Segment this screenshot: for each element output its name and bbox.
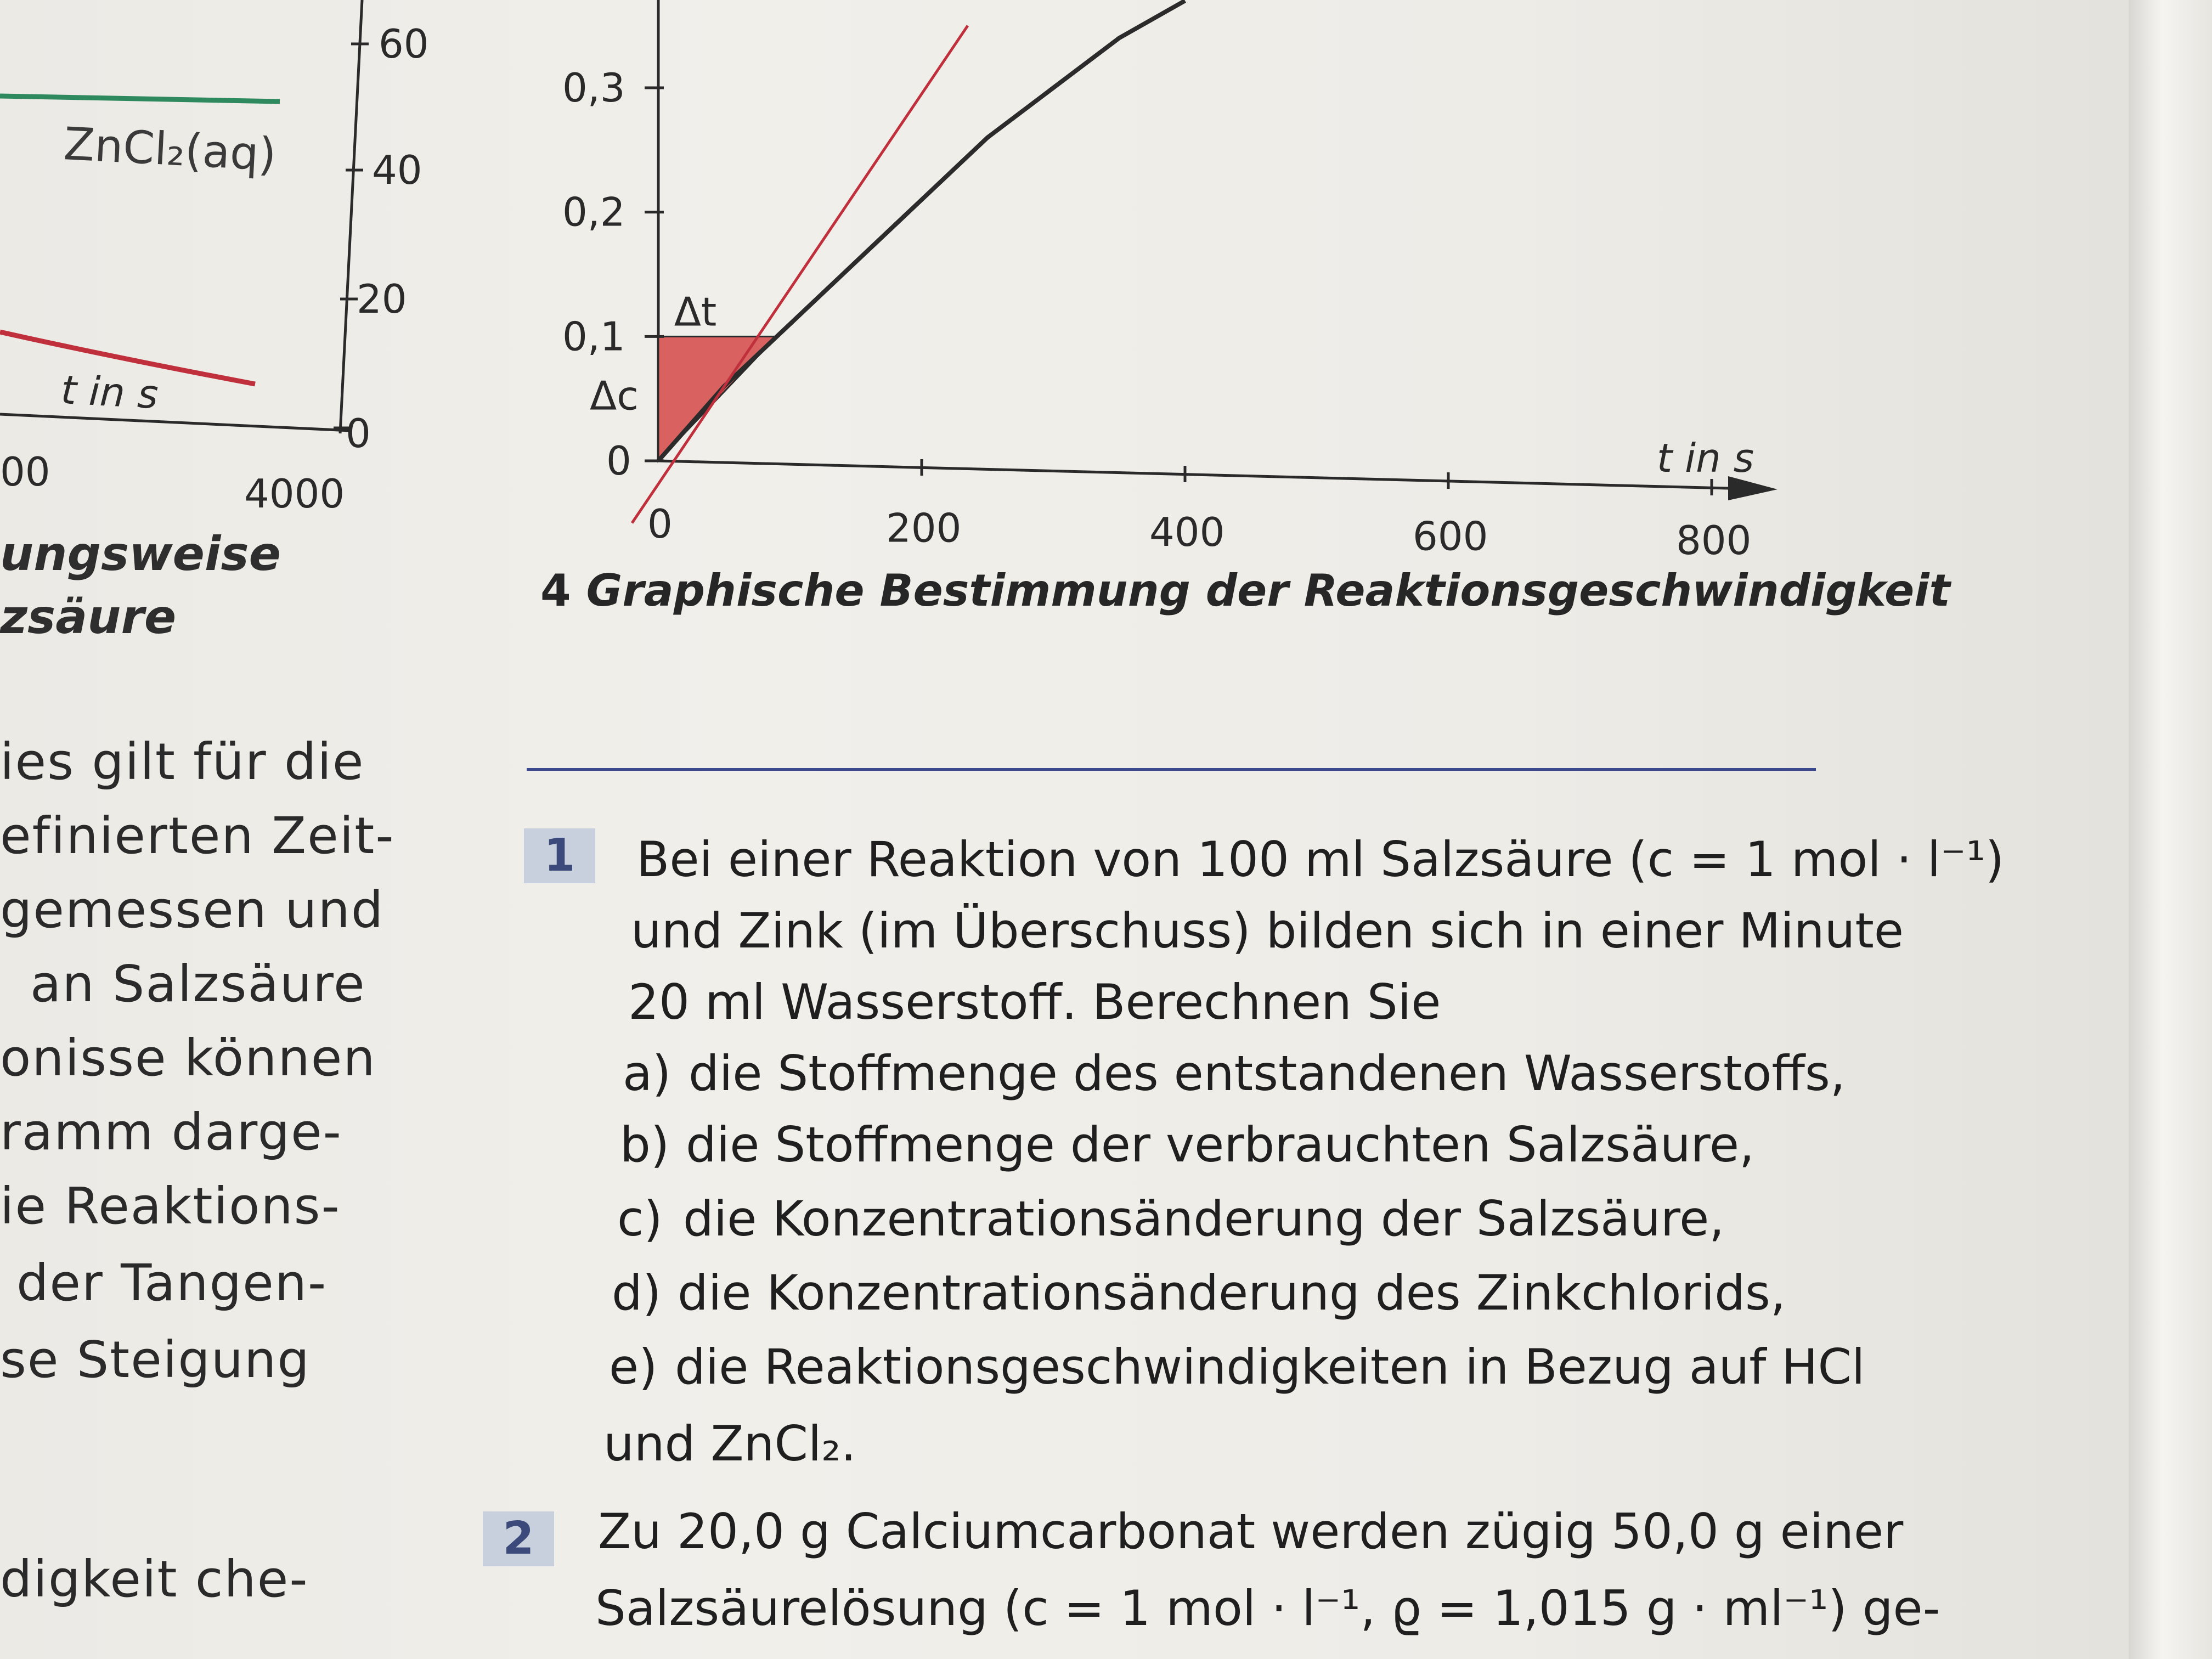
x-axis-title: t in s bbox=[1657, 435, 1754, 481]
task-item-text: die Konzentrationsänderung der Salzsäure, bbox=[683, 1190, 1725, 1247]
task-item bbox=[612, 1265, 1786, 1321]
task-text-line: Salzsäurelösung (c = 1 mol · l⁻¹, ϱ = 1,015 g · ml⁻¹) ge- bbox=[595, 1580, 1940, 1637]
main-chart-x-axis bbox=[658, 461, 1728, 488]
tangent-line bbox=[632, 26, 968, 523]
task-item-text: die Stoffmenge der verbrauchten Salzsäure, bbox=[686, 1116, 1755, 1173]
left-y-tick-label: 0 bbox=[346, 410, 371, 456]
task-item bbox=[609, 1339, 1865, 1395]
task-item-mark: d) bbox=[612, 1265, 662, 1321]
y-tick-label: 0,2 bbox=[562, 189, 625, 235]
left-chart-x-axis bbox=[0, 414, 351, 431]
left-chart bbox=[0, 0, 429, 517]
figure-caption bbox=[540, 565, 1950, 616]
left-text-line: efinierten Zeit- bbox=[0, 806, 395, 865]
left-caption-line: ungsweise bbox=[0, 527, 281, 582]
task-item bbox=[617, 1190, 1724, 1247]
task-item-text: die Reaktionsgeschwindigkeiten in Bezug auf HCl bbox=[675, 1339, 1865, 1395]
figure-number: 4 bbox=[540, 565, 571, 616]
task-number-badge: 2 bbox=[483, 1511, 554, 1566]
left-text-line: ie Reaktions- bbox=[0, 1177, 341, 1235]
left-text-line: digkeit che- bbox=[0, 1550, 309, 1609]
task-text-line: Bei einer Reaktion von 100 ml Salzsäure (c = 1 mol · l⁻¹) bbox=[636, 831, 2005, 888]
y-tick-label: 0,3 bbox=[562, 65, 625, 111]
task-item-mark: a) bbox=[623, 1045, 672, 1102]
task-text-line: und Zink (im Überschuss) bilden sich in einer Minute bbox=[631, 902, 1904, 959]
delta-c-label: Δc bbox=[590, 373, 639, 419]
x-tick-label: 400 bbox=[1149, 509, 1225, 555]
left-series-zncl2-line bbox=[0, 96, 280, 101]
x-tick-label: 0 bbox=[647, 501, 673, 547]
main-chart bbox=[562, 0, 1778, 563]
y-tick-label: 0 bbox=[606, 438, 631, 484]
task-number-badge: 1 bbox=[524, 828, 595, 883]
x-tick-label: 200 bbox=[886, 505, 962, 551]
left-series-label: ZnCl₂(aq) bbox=[62, 118, 278, 182]
y-tick-label: 0,1 bbox=[562, 313, 625, 360]
left-chart-y-axis bbox=[340, 0, 362, 433]
left-text-line: ramm darge- bbox=[0, 1103, 342, 1161]
left-x-axis-title: t in s bbox=[60, 366, 160, 418]
left-text-line: onisse können bbox=[0, 1029, 376, 1087]
reaction-curve bbox=[658, 1, 1185, 461]
x-tick-label: 600 bbox=[1413, 513, 1488, 560]
x-tick-label: 800 bbox=[1676, 517, 1752, 563]
task-item-text: die Stoffmenge des entstandenen Wasserstoffs, bbox=[689, 1045, 1846, 1102]
left-y-tick-label: 20 bbox=[357, 276, 407, 322]
task-item-mark: c) bbox=[617, 1190, 663, 1247]
task-text-line: Zu 20,0 g Calciumcarbonat werden zügig 50,0 g einer bbox=[598, 1503, 1904, 1560]
left-text-line: der Tangen- bbox=[16, 1254, 328, 1312]
task-text-line: und ZnCl₂. bbox=[603, 1415, 856, 1472]
left-text-line: an Salzsäure bbox=[30, 955, 366, 1013]
left-y-tick-label: 60 bbox=[379, 21, 429, 67]
figure-title: Graphische Bestimmung der Reaktionsgeschwindigkeit bbox=[586, 565, 1950, 616]
left-text-line: gemessen und bbox=[0, 881, 385, 939]
left-x-tick-label: 00 bbox=[0, 449, 50, 495]
task-item-mark: b) bbox=[620, 1116, 670, 1173]
section-divider bbox=[527, 768, 1816, 771]
delta-t-label: Δt bbox=[674, 289, 717, 335]
task-item-text: die Konzentrationsänderung des Zinkchlorids, bbox=[678, 1265, 1786, 1321]
left-x-tick-label: 4000 bbox=[244, 471, 345, 517]
left-text-line: ies gilt für die bbox=[0, 732, 365, 791]
left-text-line: se Steigung bbox=[0, 1330, 311, 1389]
task-item-mark: e) bbox=[609, 1339, 658, 1395]
left-caption-line: zsäure bbox=[0, 590, 177, 645]
task-item bbox=[623, 1045, 1846, 1102]
task-item bbox=[620, 1116, 1754, 1173]
task-text-line: 20 ml Wasserstoff. Berechnen Sie bbox=[628, 974, 1441, 1030]
left-y-tick-label: 40 bbox=[372, 147, 422, 193]
